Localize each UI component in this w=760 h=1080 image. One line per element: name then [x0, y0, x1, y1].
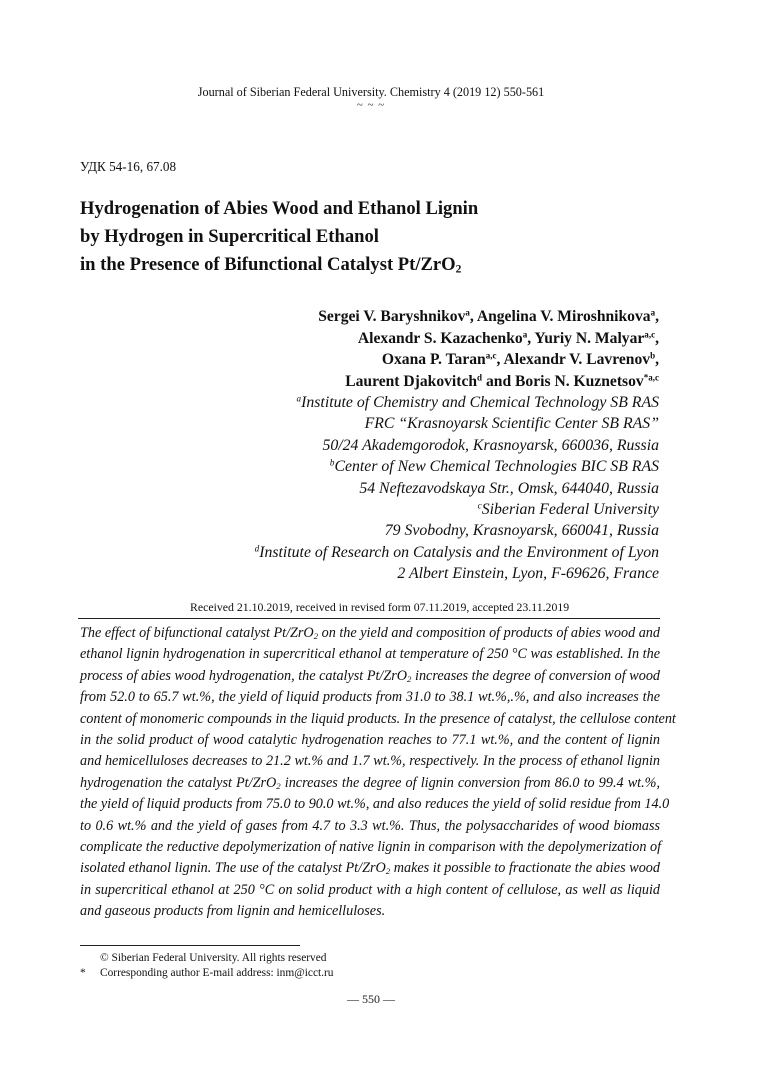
- title-line-3-text: in the Presence of Bifunctional Catalyst Pt/ZrO: [80, 254, 456, 275]
- author-name: Sergei V. Baryshnikov: [318, 308, 466, 325]
- abstract-subscript: 2: [407, 673, 412, 684]
- affiliation-text: Siberian Federal University: [481, 501, 659, 519]
- affiliation-mark: b: [329, 457, 335, 468]
- abstract-line: [80, 858, 660, 879]
- affiliation-line: [255, 435, 659, 456]
- abstract-line: [80, 816, 660, 837]
- header-separator: ~ ~ ~: [356, 99, 386, 111]
- affiliation-line: [255, 542, 659, 563]
- journal-header: Journal of Siberian Federal University. Chemistry 4 (2019 12) 550-561: [197, 85, 545, 99]
- author-affiliation-mark: a: [650, 307, 656, 318]
- abstract-subscript: 2: [313, 630, 319, 641]
- author-separator: ,: [655, 308, 659, 325]
- affiliation-text: FRC “Krasnoyarsk Scientific Center SB RAS”: [364, 415, 659, 433]
- abstract-line: [80, 901, 660, 922]
- affiliation-text: 2 Albert Einstein, Lyon, F-69626, France: [397, 565, 659, 583]
- abstract-text: The effect of bifunctional catalyst Pt/ZrO: [80, 625, 314, 641]
- title-line-3: [80, 251, 680, 279]
- divider: [78, 618, 660, 619]
- affiliation-list: [255, 392, 659, 585]
- abstract-text: in the solid product of wood catalytic hydrogenation reaches to 77.1 wt.%, and the content of lignin: [80, 732, 660, 749]
- author-name: Angelina V. Miroshnikova: [476, 308, 651, 325]
- abstract-line: [80, 666, 660, 687]
- affiliation-line: [255, 413, 659, 434]
- author-affiliation-mark: *a,c: [643, 372, 659, 383]
- abstract-line: [80, 644, 660, 665]
- paper-title: [80, 195, 680, 279]
- abstract-text: content of monomeric compounds in the liquid products. In the presence of catalyst, the cellulose content: [80, 710, 676, 727]
- author-affiliation-mark: d: [477, 372, 483, 383]
- author-separator: ,: [469, 308, 477, 325]
- abstract-subscript: 2: [385, 866, 391, 877]
- abstract-text: hydrogenation the catalyst Pt/ZrO: [80, 774, 277, 791]
- page-number: — 550 —: [347, 992, 395, 1006]
- abstract-line: [80, 837, 660, 858]
- abstract-text: and gaseous products from lignin and hemicelluloses.: [80, 903, 386, 920]
- author-affiliation-mark: a: [522, 328, 528, 339]
- abstract-text: complicate the reductive depolymerization of native lignin in comparison with the depolymerization of: [80, 839, 662, 856]
- abstract-text: from 52.0 to 65.7 wt.%, the yield of liquid products from 31.0 to 38.1 wt.%,.%, and also increases the: [80, 689, 660, 706]
- affiliation-mark: c: [477, 500, 482, 511]
- title-line-1: Hydrogenation of Abies Wood and Ethanol Lignin: [80, 198, 479, 219]
- received-dates: Received 21.10.2019, received in revised form 07.11.2019, accepted 23.11.2019: [190, 600, 570, 614]
- abstract: [80, 623, 676, 923]
- abstract-text: makes it possible to fractionate the abies wood: [390, 860, 660, 877]
- abstract-text: ethanol lignin hydrogenation in supercritical ethanol at temperature of 250 °C was established. In the: [80, 646, 660, 663]
- author-affiliation-mark: a,c: [644, 328, 656, 339]
- author-list: [318, 306, 659, 392]
- corresponding-author-text: Corresponding author E-mail address: inm@icct.ru: [100, 967, 334, 979]
- author-name: Oxana P. Taran: [381, 351, 486, 369]
- abstract-text: increases the degree of lignin conversion from 86.0 to 99.4 wt.%,: [280, 774, 661, 791]
- author-separator: ,: [655, 351, 659, 369]
- abstract-line: [80, 880, 660, 901]
- author-affiliation-mark: b: [650, 350, 656, 361]
- copyright-footnote: © Siberian Federal University. All rights reserved: [100, 952, 327, 964]
- affiliation-text: Institute of Research on Catalysis and the Environment of Lyon: [259, 543, 659, 561]
- abstract-text: process of abies wood hydrogenation, the catalyst Pt/ZrO: [80, 667, 408, 684]
- corresponding-footnote: [80, 966, 334, 980]
- affiliation-text: 54 Neftezavodskaya Str., Omsk, 644040, Russia: [359, 479, 659, 497]
- abstract-text: the yield of liquid products from 75.0 to 90.0 wt.%, and also reduces the yield of solid residue from 14.0: [80, 796, 670, 813]
- title-subscript: 2: [455, 263, 462, 276]
- author-name: Alexandr V. Lavrenov: [503, 351, 651, 369]
- affiliation-line: [255, 392, 659, 413]
- abstract-text: and hemicelluloses decreases to 21.2 wt.% and 1.7 wt.%, respectively. In the process of ethanol lignin: [80, 753, 660, 770]
- affiliation-line: [255, 456, 659, 477]
- author-affiliation-mark: a,c: [485, 350, 497, 361]
- footnote-divider: [80, 945, 300, 946]
- author-separator: ,: [655, 329, 659, 347]
- abstract-line: [80, 751, 660, 772]
- author-affiliation-mark: a: [465, 307, 470, 318]
- udk-code: УДК 54-16, 67.08: [80, 159, 177, 174]
- abstract-line: [80, 794, 670, 815]
- abstract-text: isolated ethanol lignin. The use of the catalyst Pt/ZrO: [80, 860, 386, 877]
- affiliation-text: Institute of Chemistry and Chemical Technology SB RAS: [301, 394, 659, 411]
- abstract-line: [80, 773, 660, 794]
- author-name: Yuriy N. Malyar: [534, 329, 645, 347]
- affiliation-mark: a: [296, 393, 302, 404]
- title-line-2: by Hydrogen in Supercritical Ethanol: [80, 226, 379, 247]
- abstract-text: in supercritical ethanol at 250 °C on solid product with a high content of cellulose, as well as liquid: [80, 881, 660, 898]
- author-name: Alexandr S. Kazachenko: [357, 329, 523, 347]
- affiliation-line: [255, 520, 659, 541]
- author-name: Boris N. Kuznetsov: [515, 372, 644, 390]
- author-separator: ,: [496, 351, 504, 369]
- affiliation-line: [255, 478, 659, 499]
- abstract-line: [80, 730, 660, 751]
- abstract-subscript: 2: [276, 780, 281, 791]
- author-line: [318, 306, 659, 328]
- affiliation-text: 50/24 Akademgorodok, Krasnoyarsk, 660036, Russia: [322, 436, 659, 454]
- abstract-line: [80, 623, 660, 644]
- affiliation-text: 79 Svobodny, Krasnoyarsk, 660041, Russia: [384, 522, 659, 540]
- abstract-line: [80, 687, 660, 708]
- affiliation-mark: d: [254, 543, 260, 554]
- author-name: Laurent Djakovitch: [345, 372, 478, 390]
- author-separator: and: [482, 372, 516, 390]
- abstract-text: on the yield and composition of products of abies wood and: [318, 625, 660, 641]
- abstract-text: increases the degree of conversion of wood: [411, 667, 661, 684]
- author-line: [318, 328, 659, 350]
- affiliation-text: Center of New Chemical Technologies BIC SB RAS: [334, 458, 659, 476]
- affiliation-line: [255, 563, 659, 584]
- abstract-text: to 0.6 wt.% and the yield of gases from 4.7 to 3.3 wt.%. Thus, the polysaccharides of wood biomass: [80, 817, 660, 834]
- author-line: [318, 371, 659, 393]
- author-separator: ,: [527, 329, 535, 347]
- affiliation-line: [255, 499, 659, 520]
- author-line: [318, 349, 659, 371]
- footnote-star: *: [80, 967, 86, 979]
- abstract-line: [80, 709, 676, 730]
